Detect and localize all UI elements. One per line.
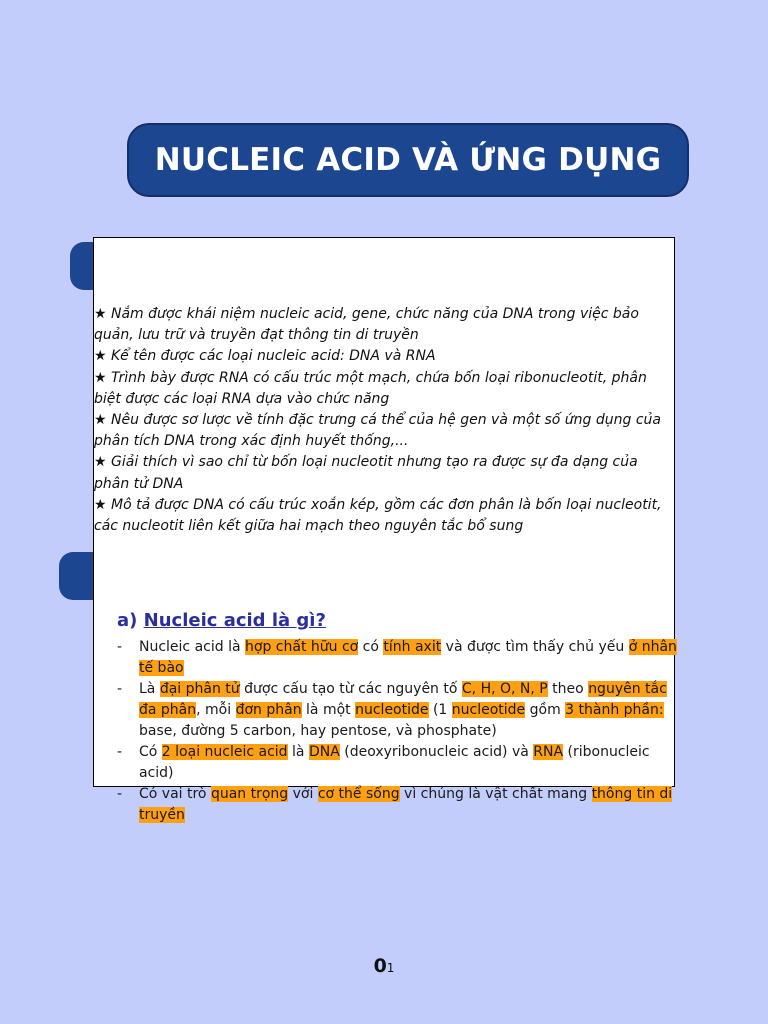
body-text: gồm (525, 702, 566, 718)
highlighted-text: DNA (308, 744, 340, 760)
objective-item: ★ Trình bày được RNA có cấu trúc một mạch, chứa bốn loại ribonucleotit, phân biệt được các loại RNA dựa vào chức năng (94, 369, 647, 407)
section-a-title: Nucleic acid là gì? (143, 610, 326, 631)
highlighted-text: 3 thành phần: (565, 702, 664, 718)
list-item (117, 637, 679, 679)
highlighted-text: đại phân tử (159, 681, 240, 697)
body-text: base, đường 5 carbon, hay pentose, và phosphate) (139, 723, 497, 739)
section-a-label: a) (117, 610, 138, 631)
body-text: , mỗi (196, 702, 236, 718)
objective-item: ★ Nắm được khái niệm nucleic acid, gene, chức năng của DNA trong việc bảo quản, lưu trữ và truyền đạt thông tin di truyền (94, 306, 639, 344)
body-text: với (288, 786, 318, 802)
page-number-main: 0 (373, 955, 387, 977)
body-text: (ribonucleic acid) (139, 744, 650, 781)
list-item (117, 679, 679, 742)
body-text: là một (301, 702, 356, 718)
definition-list (117, 637, 679, 826)
highlighted-text: 2 loại nucleic acid (161, 744, 288, 760)
bullet-dash: - (117, 786, 123, 802)
page-number-sub: 1 (386, 961, 395, 975)
highlighted-text: quan trọng (210, 786, 289, 802)
page-number (0, 955, 768, 977)
body-text: Nucleic acid là (139, 639, 246, 655)
body-text: có (358, 639, 384, 655)
body-text: (1 (428, 702, 452, 718)
highlighted-text: C, H, O, N, P (461, 681, 548, 697)
highlighted-text: RNA (533, 744, 564, 760)
highlighted-text: nguyên tắc đa phân (139, 681, 667, 718)
bullet-dash: - (117, 639, 123, 655)
list-item (117, 742, 679, 784)
highlighted-text: cơ thể sống (317, 786, 400, 802)
objective-item: ★ Mô tả được DNA có cấu trúc xoắn kép, gồm các đơn phân là bốn loại nucleotit, các nucleotit liên kết giữa hai mạch theo nguyên tắc bổ sung (94, 496, 662, 535)
body-text: Có (139, 744, 162, 760)
section-a-heading (117, 610, 326, 631)
highlighted-text: hợp chất hữu cơ (245, 639, 359, 655)
objective-item: ★ Nêu được sơ lược về tính đặc trưng cá thể của hệ gen và một số ứng dụng của phân tích DNA trong xác định huyết thống,... (94, 412, 662, 450)
highlighted-text: thông tin di truyền (139, 786, 673, 823)
objective-item: ★ Kể tên được các loại nucleic acid: DNA và RNA (94, 348, 436, 365)
body-text: Là (139, 681, 160, 697)
body-text: (deoxyribonucleic acid) và (339, 744, 534, 760)
body-text: Có vai trò (139, 786, 211, 802)
list-item (117, 784, 679, 826)
body-text: vì chúng là vật chất mang (399, 786, 592, 802)
title-banner (127, 123, 689, 197)
objective-item: ★ Giải thích vì sao chỉ từ bốn loại nucleotit nhưng tạo ra được sự đa dạng của phân tử DNA (94, 454, 638, 492)
body-text: theo (547, 681, 589, 697)
highlighted-text: tính axit (383, 639, 442, 655)
body-text: được cấu tạo từ các nguyên tố (239, 681, 462, 697)
body-text: và được tìm thấy chủ yếu (441, 639, 629, 655)
bullet-dash: - (117, 744, 123, 760)
page-title: NUCLEIC ACID VÀ ỨNG DỤNG (154, 142, 662, 178)
highlighted-text: nucleotide (355, 702, 429, 718)
highlighted-text: ở nhân tế bào (139, 639, 677, 676)
highlighted-text: nucleotide (451, 702, 526, 718)
highlighted-text: đơn phân (235, 702, 302, 718)
objectives-list (94, 304, 672, 537)
bullet-dash: - (117, 681, 123, 697)
body-text: là (287, 744, 309, 760)
